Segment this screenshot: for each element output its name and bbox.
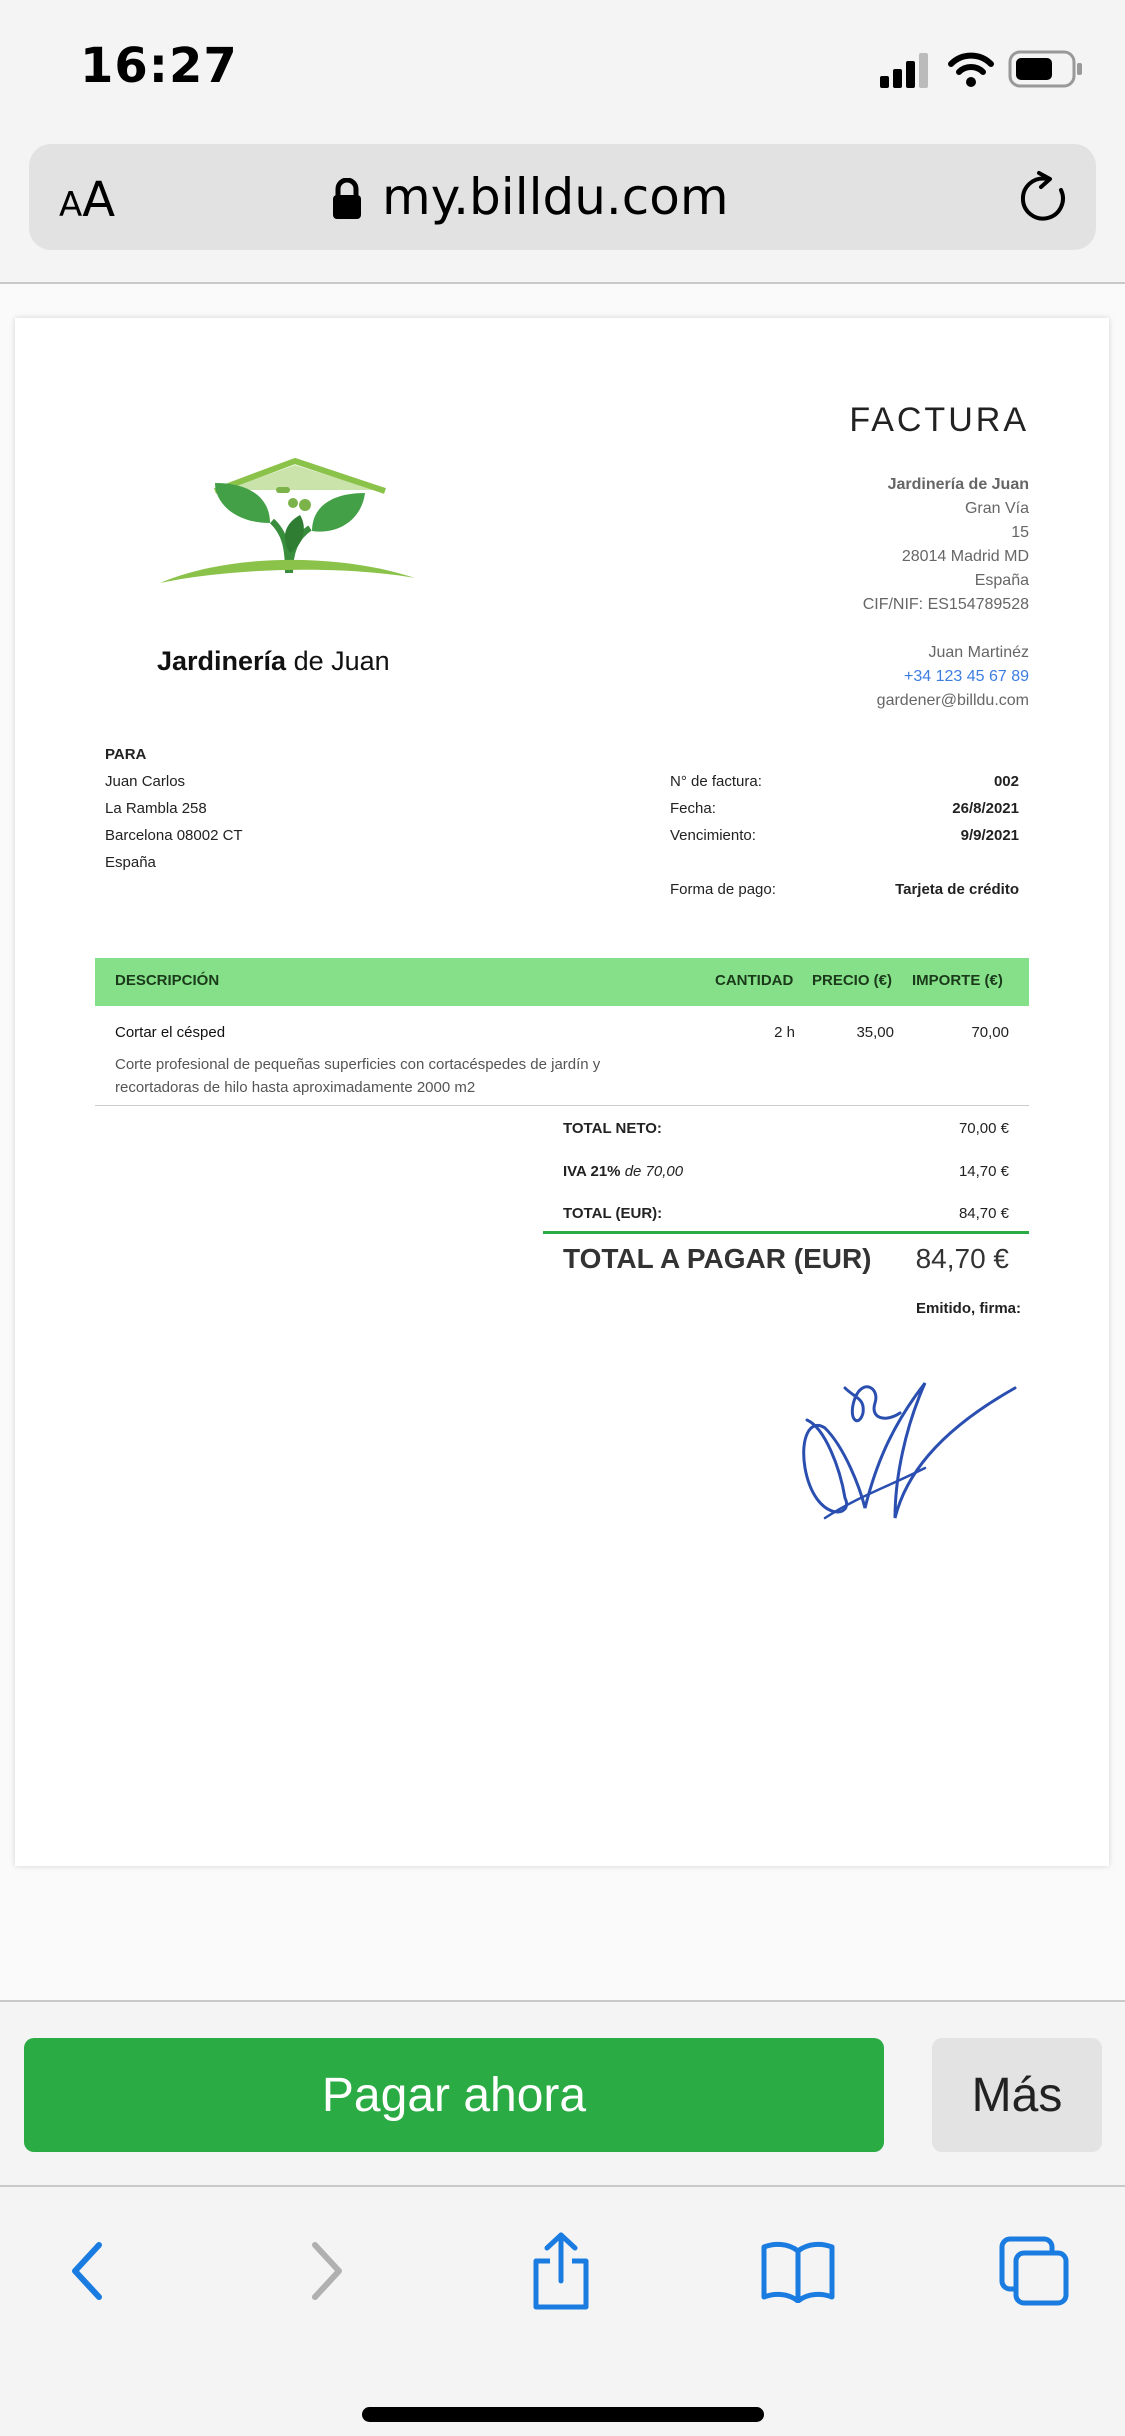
recipient-city: Barcelona 08002 CT — [105, 827, 243, 844]
vat-row — [563, 1163, 683, 1180]
sender-street: Gran Vía — [964, 500, 1029, 517]
logo-wordmark — [157, 646, 390, 677]
recipient-name: Juan Carlos — [105, 773, 186, 790]
company-logo-icon — [140, 453, 430, 593]
vat-base: de 70,00 — [624, 1163, 684, 1180]
reload-icon[interactable] — [1017, 170, 1073, 226]
logo-text-bold: Jardinería — [157, 646, 287, 676]
vat-label: IVA 21% — [563, 1163, 621, 1180]
forward-icon[interactable] — [305, 2239, 349, 2303]
cellular-signal-icon — [880, 52, 932, 88]
item-detail-line1: Corte profesional de pequeñas superficies con cortacéspedes de jardín y — [115, 1056, 601, 1073]
header-price: PRECIO (€) — [812, 972, 893, 989]
item-price: 35,00 — [856, 1024, 894, 1041]
amount-due: 84,70 € — [915, 1243, 1009, 1274]
amount-due-label: TOTAL A PAGAR (EUR) — [563, 1243, 872, 1274]
status-bar — [0, 0, 1125, 140]
back-icon[interactable] — [65, 2239, 109, 2303]
signature-image — [785, 1358, 1025, 1538]
sender-city: 28014 Madrid MD — [901, 548, 1029, 565]
sender-phone[interactable]: +34 123 45 67 89 — [903, 668, 1029, 685]
sender-email[interactable]: gardener@billdu.com — [876, 692, 1029, 709]
more-button[interactable]: Más — [932, 2038, 1102, 2152]
share-icon[interactable] — [528, 2231, 594, 2311]
signature-label: Emitido, firma: — [915, 1300, 1021, 1317]
bookmarks-icon[interactable] — [760, 2239, 836, 2303]
table-row — [95, 1006, 1029, 1106]
action-bar — [0, 2000, 1125, 2185]
payment-method: Tarjeta de crédito — [895, 881, 1019, 898]
sender-number: 15 — [1011, 524, 1029, 541]
invoice-due-label: Vencimiento: — [670, 827, 756, 844]
battery-icon — [1008, 50, 1084, 88]
total-label: TOTAL (EUR): — [563, 1205, 663, 1222]
lock-icon — [331, 178, 363, 220]
sender-country: España — [974, 572, 1029, 589]
sender-tax-id: CIF/NIF: ES154789528 — [862, 596, 1029, 613]
wifi-icon — [948, 50, 994, 88]
item-quantity: 2 h — [774, 1024, 795, 1041]
recipient-street: La Rambla 258 — [105, 800, 207, 817]
address-bar[interactable] — [29, 144, 1096, 250]
invoice-date-label: Fecha: — [670, 800, 716, 817]
total-divider — [543, 1231, 1029, 1234]
url-text[interactable]: my.billdu.com — [382, 168, 729, 226]
payment-method-label: Forma de pago: — [670, 881, 776, 898]
logo-text-rest: de Juan — [293, 646, 390, 676]
header-amount: IMPORTE (€) — [912, 972, 1003, 989]
total-amount: 84,70 € — [958, 1205, 1009, 1222]
text-size-button[interactable]: AA — [59, 172, 116, 228]
sender-contact: Juan Martinéz — [928, 644, 1029, 661]
invoice-due: 9/9/2021 — [960, 827, 1019, 844]
sender-name: Jardinería de Juan — [887, 476, 1029, 493]
net-total-label: TOTAL NETO: — [563, 1120, 662, 1137]
home-indicator[interactable] — [362, 2407, 764, 2422]
tabs-icon[interactable] — [998, 2235, 1070, 2307]
invoice-number-label: N° de factura: — [670, 773, 762, 790]
item-amount: 70,00 — [971, 1024, 1009, 1041]
browser-toolbar — [0, 2185, 1125, 2436]
status-time: 16:27 — [80, 38, 238, 94]
invoice-date: 26/8/2021 — [952, 800, 1019, 817]
item-description: Cortar el césped — [115, 1024, 226, 1041]
invoice-title: FACTURA — [849, 401, 1029, 439]
recipient-country: España — [105, 854, 156, 871]
vat-amount: 14,70 € — [958, 1163, 1009, 1180]
recipient-label: PARA — [105, 746, 147, 763]
pay-now-button[interactable]: Pagar ahora — [24, 2038, 884, 2152]
header-quantity: CANTIDAD — [715, 972, 794, 989]
invoice-number: 002 — [993, 773, 1019, 790]
item-detail-line2: recortadoras de hilo hasta aproximadamente 2000 m2 — [115, 1079, 476, 1096]
net-total: 70,00 € — [958, 1120, 1009, 1137]
invoice-document — [15, 318, 1109, 1866]
header-description: DESCRIPCIÓN — [115, 972, 220, 989]
table-header — [95, 958, 1029, 1006]
